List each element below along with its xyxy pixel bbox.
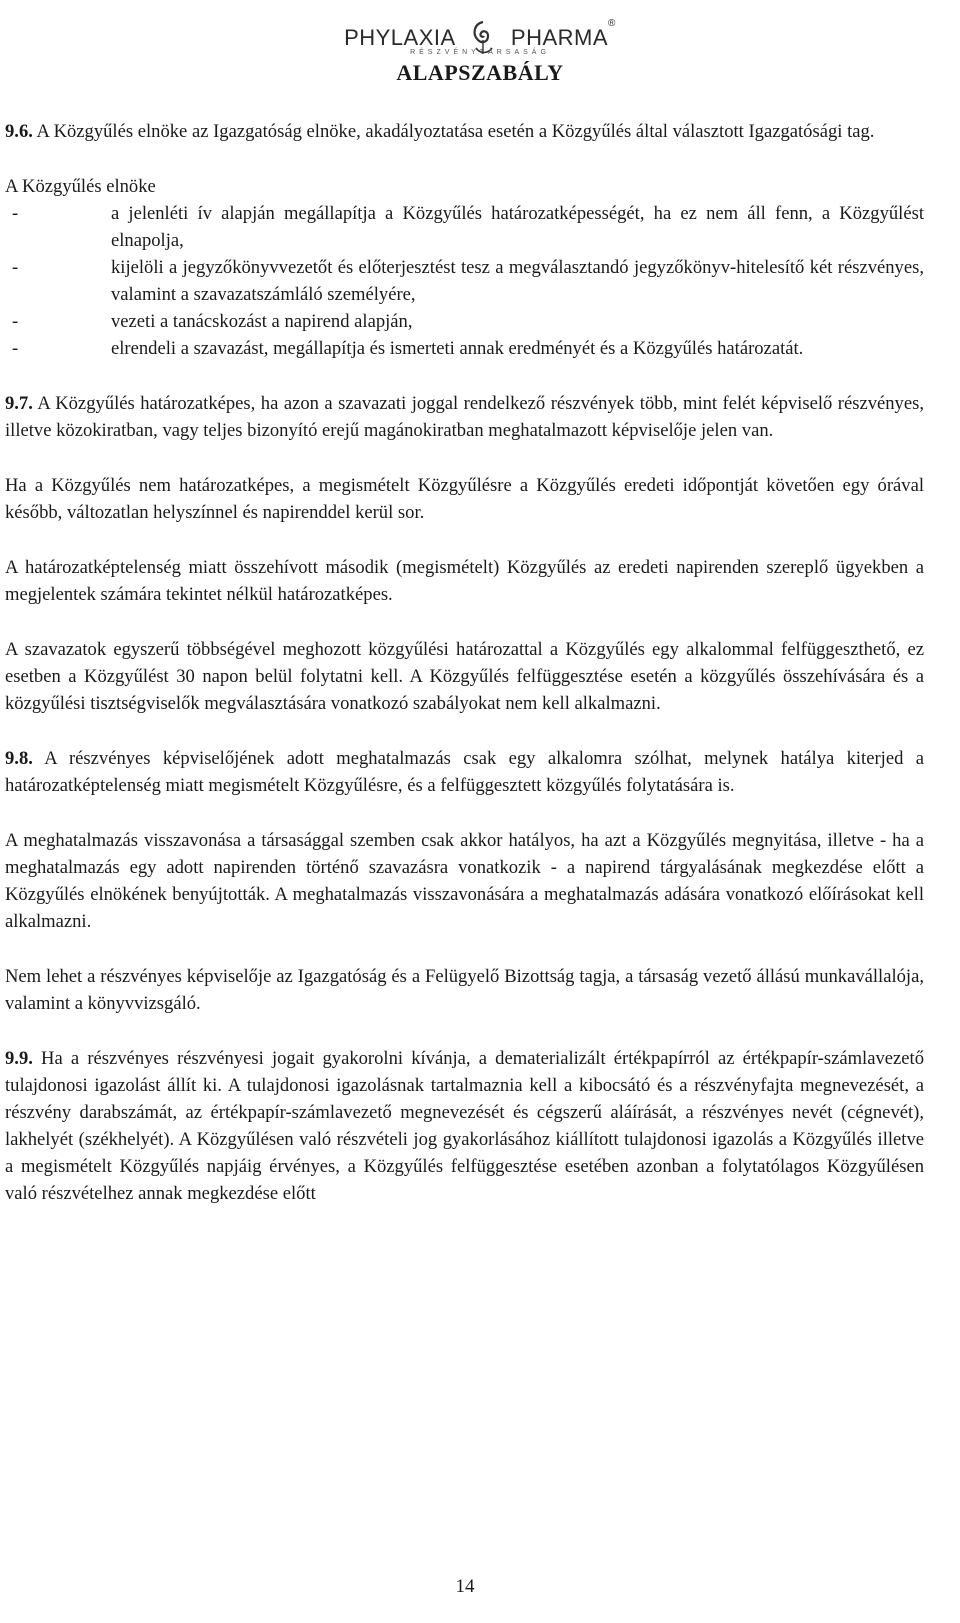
list-item: - vezeti a tanácskozást a napirend alapján, [5,308,924,335]
paragraph: A meghatalmazás visszavonása a társasággal szemben csak akkor hatályos, ha azt a Közgyűlés megnyitása, illetve - ha a meghatalmazás egy adott napirenden történő szavazásra vonatkozik - a napirend tárgyalásának megkezdése előtt a Közgyűlés elnökének benyújtották. A meghatalmazás visszavonására a meghatalmazás adására vonatkozó előírásokat kell alkalmazni. [5,830,924,932]
registered-mark: ® [608,18,616,29]
document-title: ALAPSZABÁLY [396,60,564,85]
section-9-9 [5,1045,924,1207]
page-header [0,0,960,92]
list-item: - elrendeli a szavazást, megállapítja és ismerteti annak eredményét és a Közgyűlés határozatát. [5,335,924,362]
chair-intro: A Közgyűlés elnöke [5,176,156,197]
paragraph: A határozatképtelenség miatt összehívott második (megismételt) Közgyűlés az eredeti napirenden szereplő ügyekben a megjelentek számára tekintet nélkül határozatképes. [5,557,924,605]
section-number: 9.8. [5,748,33,769]
section-text: A Közgyűlés határozatképes, ha azon a szavazati joggal rendelkező részvények több, mint felét képviselő részvényes, illetve közokiratban, vagy teljes bizonyító erejű magánokiratban meghatalmazott képviselője jelen van. [5,393,924,441]
section-number: 9.7. [5,393,33,414]
paragraph: A szavazatok egyszerű többségével meghozott közgyűlési határozattal a Közgyűlés egy alkalommal felfüggeszthető, ez esetben a Közgyűlést 30 napon belül folytatni kell. A Közgyűlés felfüggesztése esetén a közgyűlés összehívására és a közgyűlési tisztségviselők megválasztására vonatkozó szabályokat nem kell alkalmazni. [5,639,924,714]
document-body [5,118,924,1235]
section-9-8 [5,745,924,799]
section-text: Ha a részvényes részvényesi jogait gyakorolni kívánja, a dematerializált értékpapírról az értékpapír-számlavezető tulajdonosi igazolást állít ki. A tulajdonosi igazolásnak tartalmaznia kell a kibocsátó és a részvényfajta megnevezését, a részvény darabszámát, az értékpapír-számlavezető megnevezését és cégszerű aláírását, a részvényes nevét (cégnevét), lakhelyét (székhelyét). A Közgyűlésen való részvételi jog gyakorlásához kiállított tulajdonosi igazolás a Közgyűlés illetve a megismételt Közgyűlés napjáig érvényes, a Közgyűlés felfüggesztése esetében azonban a folytatólagos Közgyűlésen való részvételhez annak megkezdése előtt [5,1048,924,1204]
section-number: 9.6. [5,121,33,142]
list-item: - kijelöli a jegyzőkönyvvezetőt és előterjesztést tesz a megválasztandó jegyzőkönyv-hitelesítő két részvényes, valamint a szavazatszámláló személyére, [5,254,924,308]
paragraph: Nem lehet a részvényes képviselője az Igazgatóság és a Felügyelő Bizottság tagja, a társaság vezető állású munkavállalója, valamint a könyvvizsgáló. [5,966,924,1014]
paragraph: Ha a Közgyűlés nem határozatképes, a megismételt Közgyűlésre a Közgyűlés eredeti időpontját követően egy órával később, változatlan helyszínnel és napirenddel kerül sor. [5,475,924,523]
section-text: A Közgyűlés elnöke az Igazgatóság elnöke, akadályoztatása esetén a Közgyűlés által választott Igazgatósági tag. [32,121,875,142]
chair-duties-list [5,200,924,362]
section-9-7 [5,390,924,444]
section-9-6 [5,118,924,145]
list-item: - a jelenléti ív alapján megállapítja a Közgyűlés határozatképességét, ha ez nem áll fenn, a Közgyűlést elnapolja, [5,200,924,254]
brand-name-right: PHARMA [510,25,609,50]
brand-name-left: PHYLAXIA [344,25,456,50]
section-number: 9.9. [5,1048,33,1069]
section-text: A részvényes képviselőjének adott meghatalmazás csak egy alkalomra szólhat, melynek hatálya kiterjed a határozatképtelenség miatt megismételt Közgyűlésre, és a felfüggesztett közgyűlés folytatására is. [5,748,924,796]
page-number: 14 [455,1576,475,1597]
brand-subline: RÉSZVÉNYTÁRSASÁG [410,49,550,56]
